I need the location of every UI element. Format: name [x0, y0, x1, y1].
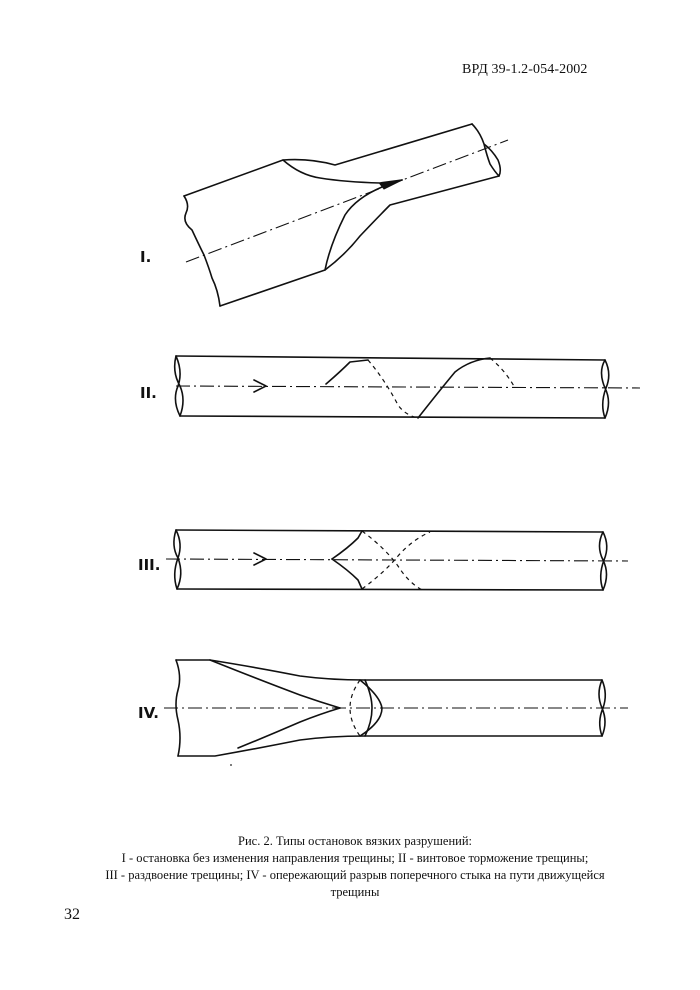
speck — [230, 764, 232, 766]
pipe-diagram-iii — [138, 530, 628, 590]
pipe-ii-helix-back-2 — [490, 358, 515, 388]
pipe-iii-bottom-edge — [177, 589, 603, 590]
pipe-iv-top-edge — [176, 660, 602, 680]
pipe-diagram-i — [140, 124, 508, 306]
pipe-iii-fork-lower — [332, 559, 362, 589]
pipe-iii-axis — [166, 559, 628, 561]
pipe-i-axis — [186, 140, 508, 262]
pipe-iii-top-edge — [176, 530, 603, 532]
label-iii: III. — [138, 556, 161, 574]
caption-line-2: I - остановка без изменения направления трещины; II - винтовое торможение трещины; — [121, 851, 589, 865]
pipe-iv-crack-upper — [210, 660, 340, 708]
pipe-ii-helix-front-1 — [326, 360, 368, 384]
pipe-ii-bottom-edge — [180, 416, 605, 418]
label-iv: IV. — [138, 704, 159, 722]
pipe-ii-right-end — [602, 360, 609, 418]
pipe-ii-axis — [176, 386, 640, 388]
pipe-i-crack-lower — [325, 180, 402, 270]
caption-line-4: трещины — [330, 885, 380, 899]
pipe-i-bottom-edge — [220, 176, 499, 306]
pipe-ii-top-edge — [176, 356, 605, 360]
pipe-i-right-end — [472, 124, 500, 176]
pipe-iii-fork-upper — [332, 531, 362, 559]
pipe-diagram-iv — [138, 660, 628, 756]
pipe-ii-helix-back-1 — [368, 360, 418, 418]
figure-caption — [60, 833, 650, 901]
caption-line-3: III - раздвоение трещины; IV - опережающий разрыв поперечного стыка на пути движущейся — [105, 868, 605, 882]
page-number: 32 — [64, 906, 80, 923]
document-code: ВРД 39-1.2-054-2002 — [462, 62, 588, 77]
pipe-ii-helix-front-2 — [418, 358, 490, 418]
caption-line-1: Рис. 2. Типы остановок вязких разрушений: — [238, 834, 472, 848]
pipe-i-top-edge — [184, 124, 472, 196]
pipe-diagram-ii — [140, 356, 640, 418]
label-ii: II. — [140, 384, 157, 402]
label-i: I. — [140, 248, 152, 266]
